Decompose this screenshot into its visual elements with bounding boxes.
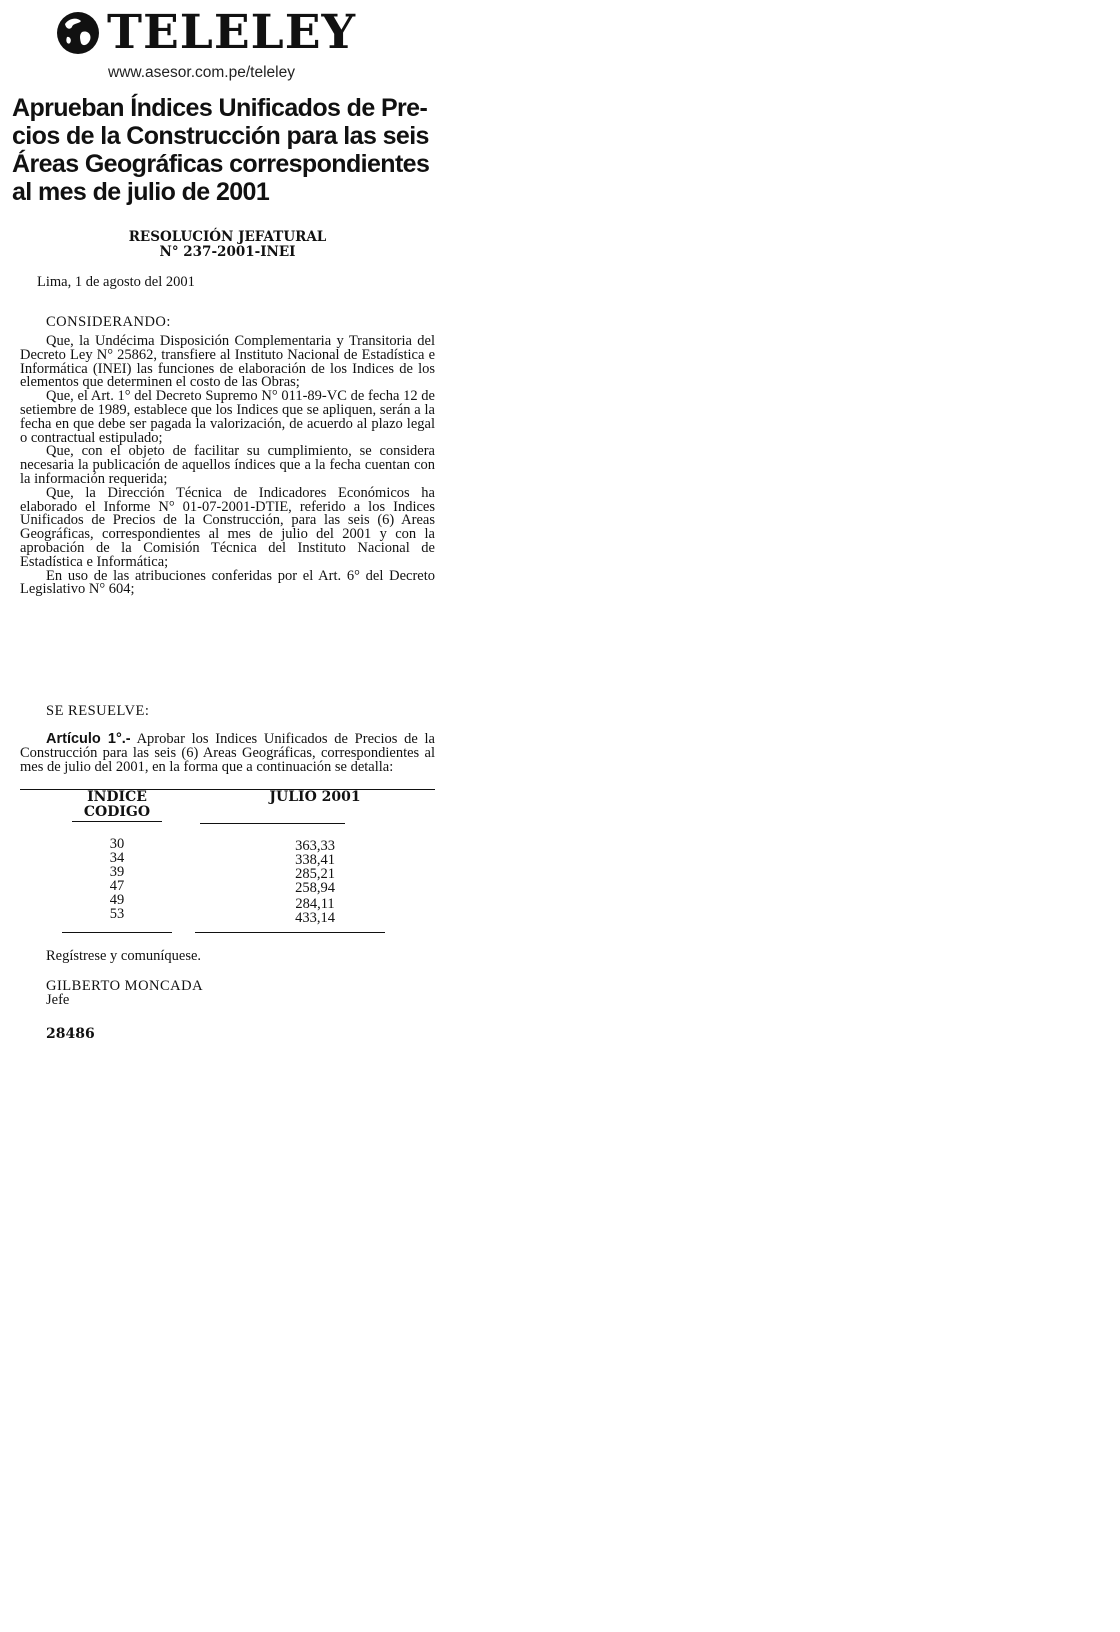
table-cell-code: 47 bbox=[109, 878, 125, 894]
table-cell-value: 285,21 bbox=[295, 866, 335, 882]
table-cell-code: 30 bbox=[109, 836, 125, 852]
table-cell-value: 363,33 bbox=[295, 838, 335, 854]
table-header-rule bbox=[200, 823, 345, 824]
considerando-paragraph: Que, la Dirección Técnica de Indicadores Económicos ha elaborado el Informe N° 01-07-2001-DTIE, referido a los Indices Unificados de Precios de la Construcción, para las seis (6) Areas Geográficas, correspondientes al mes de julio del 2001 y con la aprobación de la Comisión Técnica del Instituto Nacional de Estadística e Informática; bbox=[20, 484, 435, 570]
article-label: Artículo 1°.- bbox=[46, 731, 131, 747]
table-bottom-rule bbox=[62, 932, 172, 933]
globe-icon bbox=[55, 10, 101, 56]
document-date: Lima, 1 de agosto del 2001 bbox=[37, 274, 195, 290]
table-header-value: JULIO 2001 bbox=[269, 789, 361, 805]
resolution-title: RESOLUCIÓN JEFATURAL bbox=[128, 229, 327, 245]
resolution-number: N° 237-2001-INEI bbox=[159, 244, 296, 260]
headline-line: Aprueban Índices Unificados de Pre- bbox=[12, 94, 428, 122]
table-cell-value: 433,14 bbox=[295, 910, 335, 926]
table-cell-value: 338,41 bbox=[295, 852, 335, 868]
headline bbox=[12, 94, 452, 206]
considerando-paragraph: Que, la Undécima Disposición Complementaria y Transitoria del Decreto Ley N° 25862, transfiere al Instituto Nacional de Estadística e Informática (INEI) las funciones de elaboración de los Indices de los elementos que determinen el costo de las Obras; bbox=[20, 333, 435, 391]
table-cell-value: 258,94 bbox=[295, 880, 335, 896]
table-bottom-rule bbox=[195, 932, 385, 933]
closing-formula: Regístrese y comuníquese. bbox=[46, 948, 202, 964]
table-cell-value: 284,11 bbox=[295, 896, 335, 912]
headline-line: Áreas Geográficas correspondientes bbox=[12, 150, 430, 178]
table-header-code bbox=[62, 790, 172, 820]
document-code: 28486 bbox=[46, 1026, 95, 1042]
considerando-heading: CONSIDERANDO: bbox=[46, 314, 171, 330]
header-code-line2: CODIGO bbox=[83, 804, 151, 820]
table-cell-code: 49 bbox=[109, 892, 125, 908]
headline-line: cios de la Construcción para las seis bbox=[12, 122, 429, 150]
considerando-body bbox=[20, 335, 435, 597]
table-cell-code: 34 bbox=[109, 850, 125, 866]
table-cell-code: 53 bbox=[109, 906, 125, 922]
table-cell-code: 39 bbox=[109, 864, 125, 880]
teleley-logo bbox=[55, 5, 356, 61]
website-url[interactable]: www.asesor.com.pe/teleley bbox=[108, 64, 295, 81]
headline-line: al mes de julio de 2001 bbox=[12, 178, 270, 206]
considerando-paragraph: En uso de las atribuciones conferidas por el Art. 6° del Decreto Legislativo N° 604; bbox=[20, 567, 435, 598]
article-text: Aprobar los Indices Unificados de Precios de la Construcción para las seis (6) Areas Geográficas, correspondientes al mes de julio del 2001, en la forma que a continuación se detalla: bbox=[20, 731, 435, 775]
logo-text: TELELEY bbox=[107, 5, 357, 60]
header-code-line1: INDICE bbox=[87, 789, 147, 805]
signatory-name: GILBERTO MONCADA bbox=[46, 978, 204, 994]
article-1 bbox=[20, 733, 435, 774]
resuelve-heading: SE RESUELVE: bbox=[46, 703, 150, 719]
table-header-rule bbox=[72, 821, 162, 822]
considerando-paragraph: Que, el Art. 1° del Decreto Supremo N° 011-89-VC de fecha 12 de setiembre de 1989, establece que los Indices que se apliquen, serán a la fecha en que debe ser pagada la valorización, de acuerdo al plazo legal o contractual estipulado; bbox=[20, 388, 435, 446]
signatory-title: Jefe bbox=[46, 992, 70, 1008]
considerando-paragraph: Que, con el objeto de facilitar su cumplimiento, se considera necesaria la publicación de aquellos índices que a la fecha cuentan con la información requerida; bbox=[20, 443, 435, 487]
resolution-heading bbox=[20, 230, 435, 260]
